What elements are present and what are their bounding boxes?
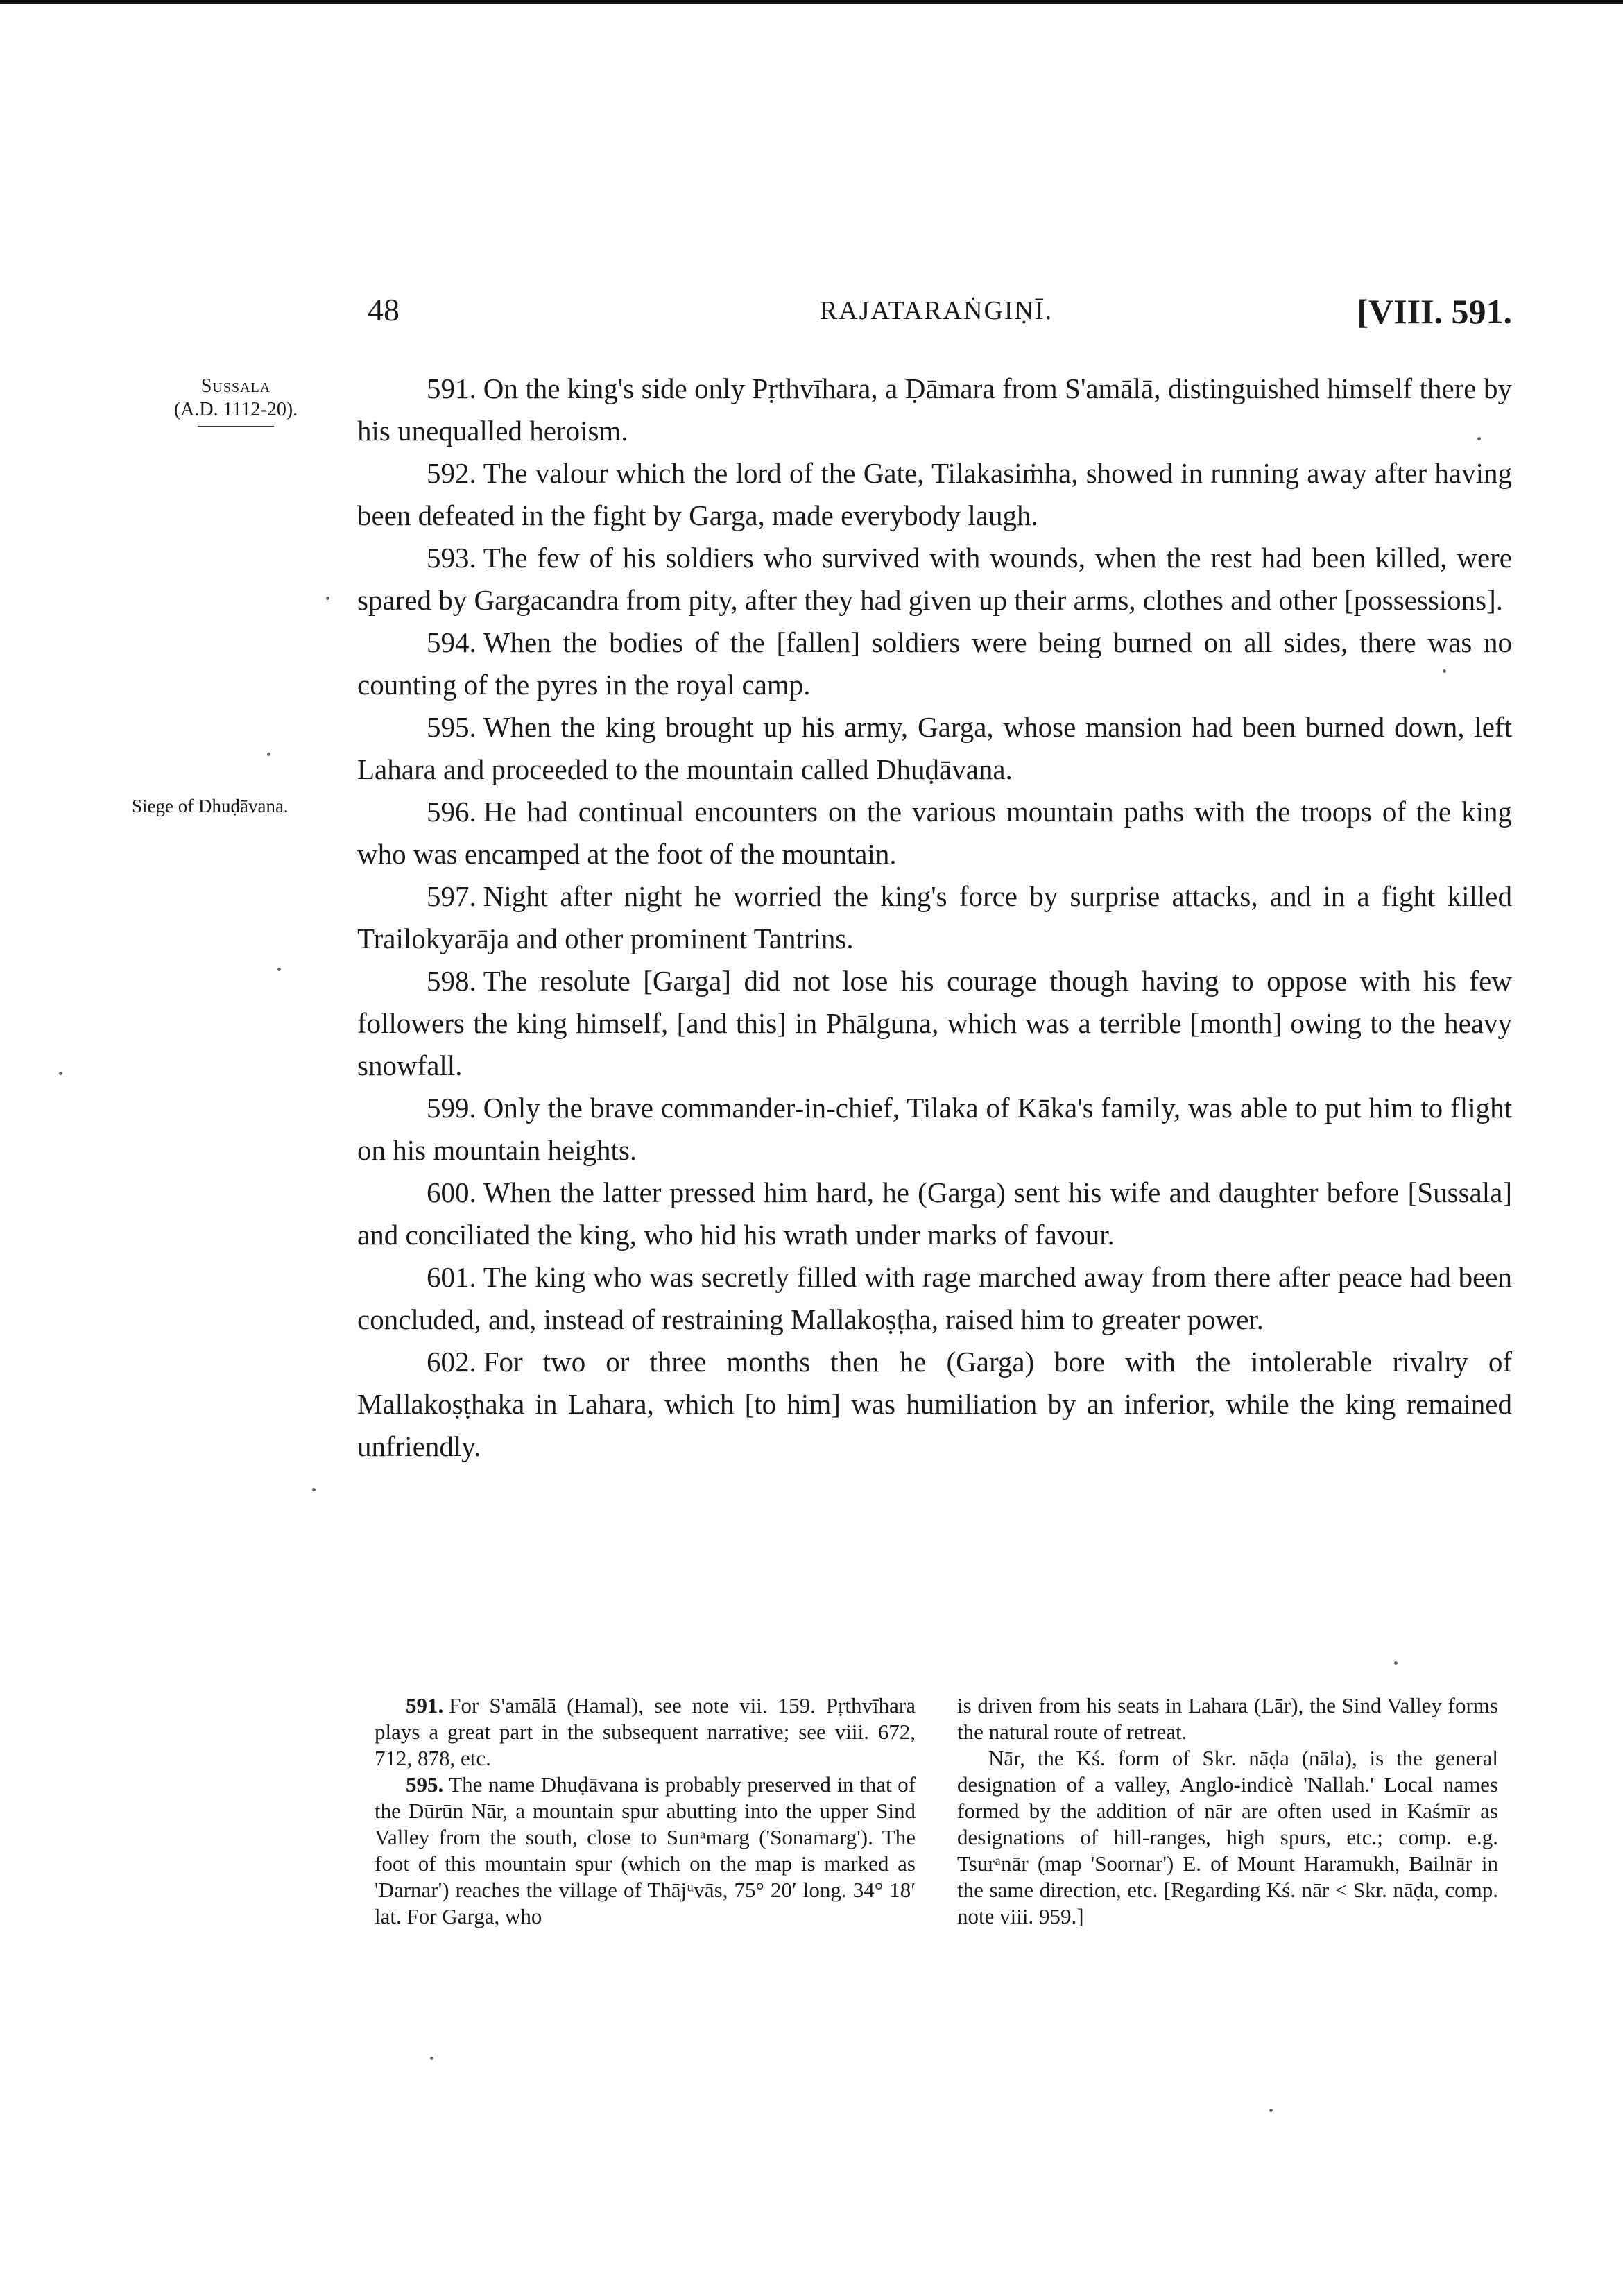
verse [357, 1256, 1512, 1341]
verse-text: The few of his soldiers who survived with wounds, when the rest had been killed, were spared by Gargacandra from pity, after they had given up their arms, clothes and other [possessions]. [357, 542, 1512, 616]
verse-text: The king who was secretly filled with rage marched away from there after peace had been concluded, and, instead of restraining Mallakoṣṭha, raised him to greater power. [357, 1261, 1512, 1335]
verse-number: 592. [427, 457, 476, 489]
scan-speck [1394, 1661, 1398, 1665]
verse [357, 1341, 1512, 1468]
section-reference: [VIII. 591. [1357, 292, 1512, 331]
scan-speck [1443, 669, 1446, 673]
verse-text: Night after night he worried the king's force by surprise attacks, and in a fight killed Trailokyarāja and other prominent Tantrins. [357, 880, 1512, 954]
scan-speck [59, 1072, 62, 1075]
footnote-continuation: is driven from his seats in Lahara (Lār), the Sind Valley forms the natural route of retreat. [957, 1693, 1498, 1744]
verse [357, 622, 1512, 706]
page-header [361, 291, 1512, 340]
page-top-border [0, 0, 1623, 4]
verse-number: 601. [427, 1261, 476, 1293]
verse-text: When the bodies of the [fallen] soldiers were being burned on all sides, there was no counting of the pyres in the royal camp. [357, 626, 1512, 701]
verse [357, 1087, 1512, 1172]
verse-text: The valour which the lord of the Gate, Tilakasiṁha, showed in running away after having been defeated in the fight by Garga, made everybody laugh. [357, 457, 1512, 531]
verse-text: On the king's side only Pṛthvīhara, a Ḍāmara from S'amālā, distinguished himself there by his unequalled heroism. [357, 372, 1512, 447]
verse-number: 596. [427, 796, 476, 828]
verse [357, 537, 1512, 622]
verse [357, 875, 1512, 960]
margin-note-siege: Siege of Dhuḍāvana. [132, 796, 289, 816]
verse-number: 600. [427, 1176, 476, 1208]
footnote [375, 1693, 916, 1772]
footnotes-right-column [957, 1693, 1498, 1930]
verse-number: 599. [427, 1092, 476, 1124]
verse-number: 595. [427, 711, 476, 743]
scan-speck [1477, 437, 1481, 440]
verse [357, 706, 1512, 791]
verse [357, 1172, 1512, 1256]
scan-speck [430, 2057, 433, 2060]
margin-note-title: Sussala [200, 375, 271, 397]
margin-note-sussala [132, 375, 340, 427]
footnote-text: For S'amālā (Hamal), see note vii. 159. Pṛthvīhara plays a great part in the subsequent narrative; see viii. 672, 712, 878, etc. [375, 1693, 916, 1770]
verse-text: He had continual encounters on the various mountain paths with the troops of the king who was encamped at the foot of the mountain. [357, 796, 1512, 870]
verse-number: 597. [427, 880, 476, 912]
footnote: Nār, the Kś. form of Skr. nāḍa (nāla), is the general designation of a valley, Anglo-indicè 'Nallah.' Local names formed by the addition of nār are often used in Kaśmīr as designations of hill-ranges, high spurs, etc.; comp. e.g. Tsurᵃnār (map 'Soornar') E. of Mount Haramukh, Bailnār in the same direction, etc. [Regarding Kś. nār < Skr. nāḍa, comp. note viii. 959.] [957, 1746, 1498, 1928]
margin-note-dates: (A.D. 1112-20). [173, 399, 298, 420]
scan-speck [267, 753, 270, 756]
footnotes-left-column [375, 1693, 916, 1930]
scan-speck [1269, 2109, 1273, 2112]
main-text [357, 368, 1512, 1468]
scan-speck [326, 597, 329, 600]
verse-text: When the king brought up his army, Garga, whose mansion had been burned down, left Lahara and proceeded to the mountain called Dhuḍāvana. [357, 711, 1512, 785]
footnote-number: 595. [406, 1772, 444, 1797]
verse [357, 960, 1512, 1087]
page-number: 48 [368, 292, 400, 327]
verse-number: 598. [427, 965, 476, 997]
verse-text: When the latter pressed him hard, he (Garga) sent his wife and daughter before [Sussala] and conciliated the king, who hid his wrath under marks of favour. [357, 1176, 1512, 1251]
margin-note-rule [198, 426, 274, 427]
scan-speck [312, 1488, 316, 1491]
verse [357, 791, 1512, 875]
verse-number: 602. [427, 1346, 476, 1378]
footnote-number: 591. [406, 1693, 444, 1717]
verse-number: 593. [427, 542, 476, 574]
scan-speck [277, 968, 281, 971]
verse-text: For two or three months then he (Garga) bore with the intolerable rivalry of Mallakoṣṭhaka in Lahara, which [to him] was humiliation by an inferior, while the king remained unfriendly. [357, 1346, 1512, 1462]
verse-text: The resolute [Garga] did not lose his courage though having to oppose with his few followers the king himself, [and this] in Phālguna, which was a terrible [month] owing to the heavy snowfall. [357, 965, 1512, 1081]
footnote [375, 1772, 916, 1930]
verse-text: Only the brave commander-in-chief, Tilaka of Kāka's family, was able to put him to flight on his mountain heights. [357, 1092, 1512, 1166]
verse [357, 452, 1512, 537]
running-title: RAJATARAṄGIṆĪ. [819, 296, 1054, 325]
verse-number: 591. [427, 372, 476, 404]
verse [357, 368, 1512, 452]
verse-number: 594. [427, 626, 476, 658]
footnote-text: The name Dhuḍāvana is probably preserved in that of the Dūrūn Nār, a mountain spur abutting into the upper Sind Valley from the south, close to Sunᵃmarg ('Sonamarg'). The foot of this mountain spur (which on the map is marked as 'Darnar') reaches the village of Thājᵘvās, 75° 20′ long. 34° 18′ lat. For Garga, who [375, 1772, 916, 1928]
